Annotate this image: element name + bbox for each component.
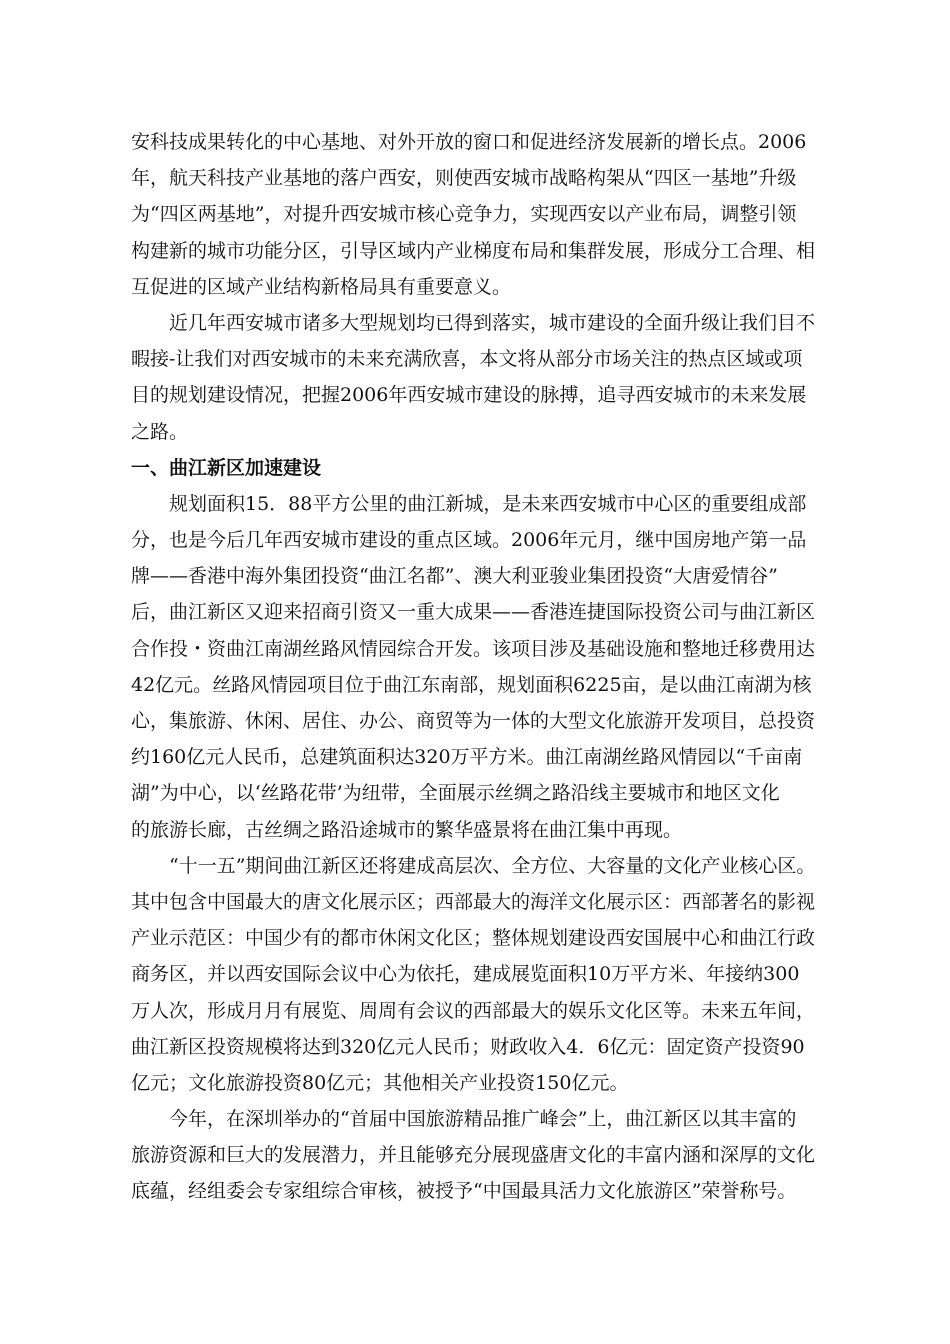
text-line: 牌——香港中海外集团投资“曲江名都”、澳大利亚骏业集团投资“大唐爱情谷” (131, 565, 778, 588)
text-line: 心，集旅游、休闲、居住、办公、商贸等为一体的大型文化旅游开发项目，总投资 (131, 710, 816, 732)
text-line: “十一五”期间曲江新区还将建成高层次、全方位、大容量的文化产业核心区。 (169, 854, 816, 877)
document-body (131, 124, 823, 1210)
text-line: 互促进的区域产业结构新格局具有重要意义。 (131, 275, 512, 298)
text-line: 规划面积15．88平方公里的曲江新城，是未来西安城市中心区的重要组成部 (169, 492, 807, 515)
text-line: 今年，在深圳举办的“首届中国旅游精品推广峰会”上，曲江新区以其丰富的 (169, 1108, 797, 1131)
paragraph-1 (131, 124, 823, 305)
section-heading: 一、曲江新区加速建设 (131, 456, 322, 479)
text-line: 合作投・资曲江南湖丝路风情园综合开发。该项目涉及基础设施和整地迁移费用达 (131, 637, 816, 660)
text-line: 万人次，形成月月有展览、周周有会议的西部最大的娱乐文化区等。未来五年间， (131, 999, 816, 1022)
text-line: 安科技成果转化的中心基地、对外开放的窗口和促进经济发展新的增长点。2006 (131, 131, 807, 153)
text-line: 的旅游长廊，古丝绸之路沿途城市的繁华盛景将在曲江集中再现。 (131, 818, 683, 841)
section-paragraph-3 (131, 1101, 823, 1210)
text-line: 其中包含中国最大的唐文化展示区；西部最大的海洋文化展示区：西部著名的影视 (131, 890, 816, 913)
text-line: 后，曲江新区又迎来招商引资又一重大成果——香港连捷国际投资公司与曲江新区 (131, 601, 816, 624)
text-line: 分，也是今后几年西安城市建设的重点区域。2006年元月，继中国房地产第一品 (131, 529, 807, 552)
text-line: 为“四区两基地”，对提升西安城市核心竞争力，实现西安以产业布局，调整引领 (131, 203, 797, 226)
text-line: 近几年西安城市诸多大型规划均已得到落实，城市建设的全面升级让我们目不 (169, 311, 816, 334)
section-paragraph-2 (131, 848, 823, 1101)
text-line: 之路。 (131, 420, 189, 443)
text-line: 产业示范区：中国少有的都市休闲文化区；整体规划建设西安国展中心和曲江行政 (131, 927, 816, 950)
text-line: 42亿元。丝路风情园项目位于曲江东南部，规划面积6225亩，是以曲江南湖为核 (131, 673, 812, 696)
text-line: 湖”为中心，以‘丝路花带’为纽带，全面展示丝绸之路沿线主要城市和地区文化 (131, 782, 780, 805)
text-line: 亿元；文化旅游投资80亿元；其他相关产业投资150亿元。 (131, 1071, 629, 1094)
text-line: 目的规划建设情况，把握2006年西安城市建设的脉搏，追寻西安城市的未来发展 (131, 384, 807, 407)
text-line: 商务区，并以西安国际会议中心为依托，建成展览面积10万平方米、年接纳300 (131, 963, 800, 986)
text-line: 约160亿元人民币，总建筑面积达320万平方米。曲江南湖丝路风情园以“千亩南 (131, 746, 803, 769)
text-line: 构建新的城市功能分区，引导区域内产业梯度布局和集群发展，形成分工合理、相 (131, 239, 816, 262)
text-line: 曲江新区投资规模将达到320亿元人民币；财政收入4．6亿元：固定资产投资90 (131, 1035, 805, 1058)
section-paragraph-1 (131, 486, 823, 848)
paragraph-2 (131, 305, 823, 450)
text-line: 暇接-让我们对西安城市的未来充满欣喜，本文将从部分市场关注的热点区域或项 (131, 348, 803, 371)
text-line: 旅游资源和巨大的发展潜力，并且能够充分展现盛唐文化的丰富内涵和深厚的文化 (131, 1144, 816, 1167)
text-line: 年，航天科技产业基地的落户西安，则使西安城市战略构架从“四区一基地”升级 (131, 167, 797, 190)
text-line: 底蕴，经组委会专家组综合审核，被授予“中国最具活力文化旅游区”荣誉称号。 (131, 1180, 797, 1203)
